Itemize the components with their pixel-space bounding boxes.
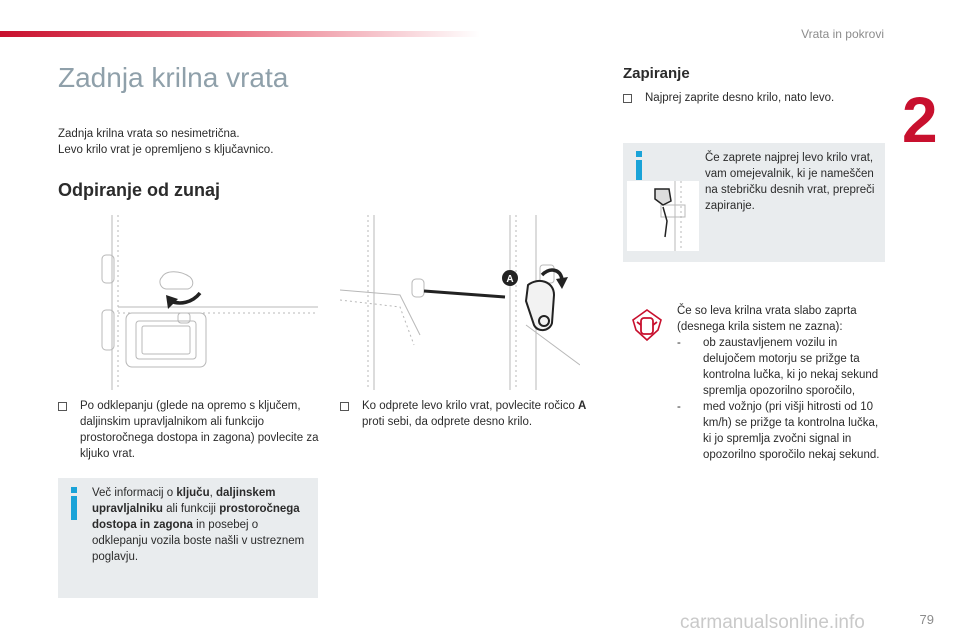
warning-item-1: - ob zaustavljenem vozilu in delujočem motorju se prižge ta kontrolna lučka, ki jo nekaj sekund spremlja opozorilno sporočilo, bbox=[677, 335, 887, 399]
info-icon-stem bbox=[71, 496, 77, 520]
bullet-square bbox=[58, 402, 67, 411]
info-text-part-4: in posebej o odklepanju vozila boste našli v ustreznem poglavju. bbox=[92, 519, 305, 563]
info-box-text bbox=[92, 485, 312, 565]
lever-a bbox=[526, 281, 554, 330]
door-restrictor-illustration bbox=[627, 181, 699, 251]
info-text-part-2: , bbox=[209, 487, 216, 499]
header-red-stripe bbox=[0, 31, 480, 37]
info-text-handsfree: prostoročnega dostopa in zagona bbox=[92, 503, 300, 531]
rear-door-lever-illustration bbox=[340, 215, 580, 390]
info-icon bbox=[71, 487, 77, 493]
info-text-remote: daljinskem upravljalniku bbox=[92, 487, 276, 515]
step-2-prefix: Ko odprete levo krilo vrat, povlecite ročico bbox=[362, 400, 579, 412]
info-box-restrictor bbox=[623, 143, 885, 262]
door-warning-icon bbox=[630, 308, 664, 342]
info-text-part-3: ali funkciji bbox=[162, 503, 220, 515]
info-icon bbox=[636, 151, 642, 157]
step-pull-lever bbox=[340, 398, 602, 430]
info-box-more-info bbox=[58, 478, 318, 598]
restrictor-info-text: Če zaprete najprej levo krilo vrat, vam omejevalnik, ki je nameščen na stebričku desnih vrat, prepreči zapiranje. bbox=[705, 152, 875, 212]
step-1-text: Po odklepanju (glede na opremo s ključem, daljinskim upravljalnikom ali funkcijo prostoročnega dostopa in zagona) povlecite za kljuko vrat. bbox=[80, 400, 319, 460]
chapter-number: 2 bbox=[902, 84, 938, 156]
page-number: 79 bbox=[919, 612, 934, 627]
heading-opening: Odpiranje od zunaj bbox=[58, 180, 221, 200]
step-close-order bbox=[623, 90, 885, 106]
warning-intro: Če so leva krilna vrata slabo zaprta (desnega krila sistem ne zazna): bbox=[677, 305, 857, 333]
intro-line-1: Zadnja krilna vrata so nesimetrična. bbox=[58, 128, 240, 140]
rear-door-exterior-illustration bbox=[82, 215, 318, 390]
info-icon-stem bbox=[636, 160, 642, 180]
page-title: Zadnja krilna vrata bbox=[58, 62, 289, 93]
step-pull-handle bbox=[58, 398, 320, 462]
intro-line-2: Levo krilo vrat je opremljeno s ključavnico. bbox=[58, 144, 274, 156]
info-text-part-1: Več informacij o bbox=[92, 487, 177, 499]
section-title: Vrata in pokrovi bbox=[801, 27, 884, 41]
bullet-square bbox=[623, 94, 632, 103]
heading-closing: Zapiranje bbox=[623, 65, 690, 82]
intro-text bbox=[58, 126, 273, 158]
step-2-suffix: proti sebi, da odprete desno krilo. bbox=[362, 416, 533, 428]
watermark: carmanualsonline.info bbox=[680, 612, 865, 633]
step-2-text bbox=[340, 398, 602, 430]
warning-text-block bbox=[677, 303, 887, 463]
info-text-key: ključu bbox=[176, 487, 210, 499]
step-2-lever-label: A bbox=[578, 400, 587, 412]
warning-item-2: - med vožnjo (pri višji hitrosti od 10 km/h) se prižge ta kontrolna lučka, ki jo spremlja zvočni signal in opozorilno sporočilo nekaj sekund. bbox=[677, 399, 887, 463]
callout-a-label: A bbox=[506, 274, 514, 285]
bullet-square bbox=[340, 402, 349, 411]
warning-list bbox=[677, 335, 887, 463]
step-3-text: Najprej zaprite desno krilo, nato levo. bbox=[645, 92, 835, 104]
